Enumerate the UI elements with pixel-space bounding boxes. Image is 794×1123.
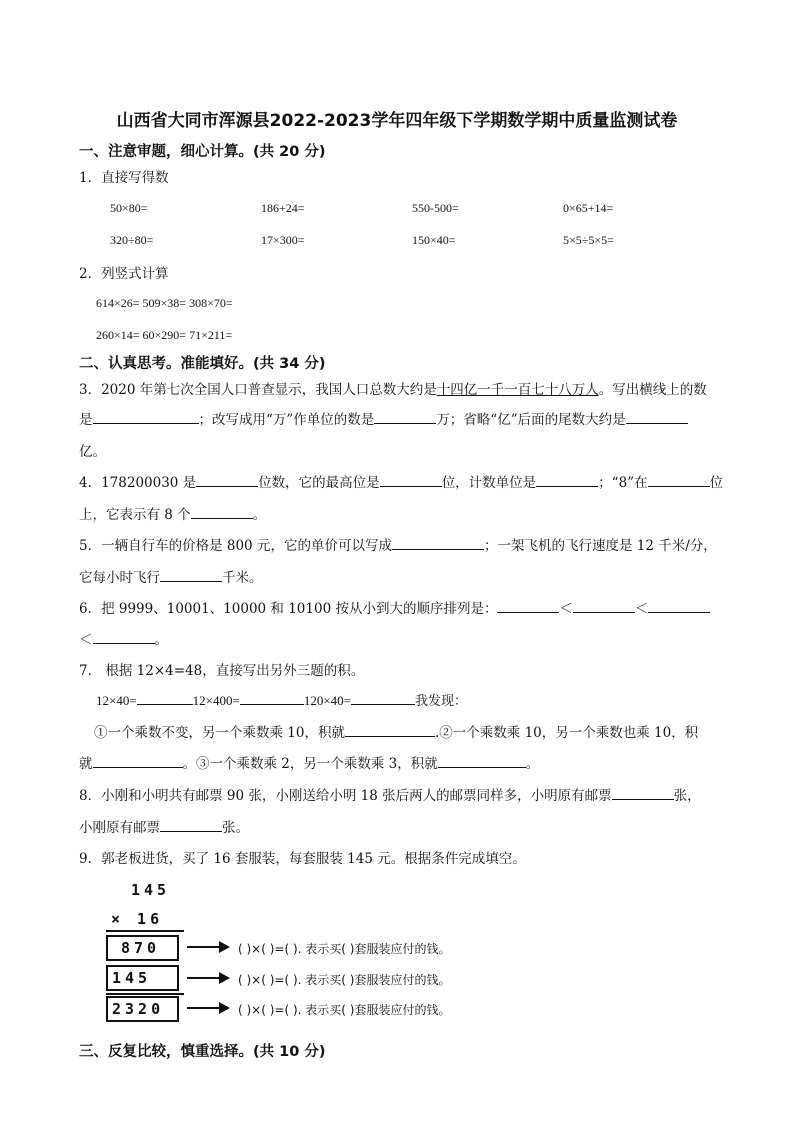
q7-text: 我发现： <box>415 693 468 708</box>
arrow-line <box>187 946 221 948</box>
answer-blank[interactable] <box>573 598 635 613</box>
arrow-line <box>187 977 221 979</box>
answer-blank[interactable] <box>392 535 484 550</box>
q7-line4 <box>79 752 539 772</box>
answer-blank[interactable] <box>536 472 598 487</box>
section-1-heading: 一、注意审题，细心计算。(共 20 分) <box>79 144 326 160</box>
arrow-right-icon <box>219 1002 230 1014</box>
q4-text: 位，计数单位是 <box>441 475 537 491</box>
vertical-mult-multiplier: × 16 <box>111 910 164 928</box>
q7-text: 120×40= <box>303 693 352 708</box>
less-than-sign: ＜ <box>559 601 573 617</box>
less-than-sign: ＜ <box>634 601 649 617</box>
answer-blank[interactable] <box>351 690 415 705</box>
arrow-right-icon <box>219 941 230 953</box>
q9-label: 9．郭老板进货，买了 16 套服装，每套服装 145 元。根据条件完成填空。 <box>79 851 526 867</box>
q1-item: 5×5÷5×5= <box>563 233 614 247</box>
q4-text: 。 <box>252 507 267 523</box>
q8-text: 张， <box>673 788 701 804</box>
q3-line1 <box>79 378 707 398</box>
q4-line2 <box>79 503 266 523</box>
answer-blank[interactable] <box>345 722 435 737</box>
q4-text: 4．178200030 是 <box>79 475 197 491</box>
q8-text: 8．小刚和小明共有邮票 90 张，小刚送给小明 18 张后两人的邮票同样多，小明原有邮票 <box>79 788 612 804</box>
result-value-1: 870 <box>121 939 161 957</box>
arrow-right-icon <box>219 972 230 984</box>
q1-item: 0×65+14= <box>563 201 614 215</box>
q5-line1 <box>79 534 717 554</box>
answer-blank[interactable] <box>93 753 183 768</box>
q8-line1 <box>79 784 701 804</box>
vertical-mult-top: 145 <box>131 881 171 899</box>
section-2-heading: 二、认真思考。准能填好。(共 34 分) <box>79 356 326 372</box>
arrow-line <box>187 1007 221 1009</box>
q7-text: 12×40= <box>96 693 137 708</box>
q7-text: 12×400= <box>192 693 240 708</box>
q1-item: 320÷80= <box>110 233 154 247</box>
q7-line3: ①一个乘数不变，另一个乘数乘 10，积就 .②一个乘数乘 10，另一个乘数也乘 10，积 <box>94 721 698 741</box>
answer-blank[interactable] <box>497 598 559 613</box>
q4-text: 上，它表示有 8 个 <box>79 507 191 523</box>
q7-text: ①一个乘数不变，另一个乘数乘 10，积就 <box>94 725 345 741</box>
q7-label: 7． 根据 12×4=48，直接写出另外三题的积。 <box>79 663 365 679</box>
answer-blank[interactable] <box>137 690 193 705</box>
q3-text: 万；省略“亿”后面的尾数大约是 <box>436 412 626 428</box>
q3-underlined: 十四亿一千一百七十八万人 <box>436 382 599 398</box>
q9-fill-line: ( )×( )=( ). 表示买( )套服装应付的钱。 <box>238 942 451 956</box>
q5-text: 千米。 <box>222 570 263 586</box>
q1-item: 550-500= <box>412 201 459 215</box>
q7-products <box>96 690 467 709</box>
q6-line2: ＜ 。 <box>79 628 168 648</box>
page-title: 山西省大同市浑源县2022-2023学年四年级下学期数学期中质量监测试卷 <box>116 111 678 131</box>
q5-text: ；一架飞机的飞行速度是 12 千米/分， <box>483 538 717 554</box>
answer-blank[interactable] <box>196 472 258 487</box>
q3-text: 是 <box>79 412 93 428</box>
q9-fill-line: ( )×( )=( ). 表示买( )套服装应付的钱。 <box>238 973 451 987</box>
q2-line: 614×26= 509×38= 308×70= <box>96 296 233 310</box>
answer-blank[interactable] <box>160 817 222 832</box>
q4-text: 位数，它的最高位是 <box>258 475 380 491</box>
answer-blank[interactable] <box>93 629 155 644</box>
answer-blank[interactable] <box>160 567 222 582</box>
q3-text: 。写出横线上的数 <box>598 382 707 398</box>
q6-line1 <box>79 597 710 617</box>
q9-fill-line: ( )×( )=( ). 表示买( )套服装应付的钱。 <box>238 1003 451 1017</box>
answer-blank[interactable] <box>93 409 199 424</box>
section-3-heading: 三、反复比较，慎重选择。(共 10 分) <box>79 1044 326 1060</box>
answer-blank[interactable] <box>374 409 436 424</box>
q7-text: 就 <box>79 756 93 772</box>
answer-blank[interactable] <box>438 753 526 768</box>
q4-line1 <box>79 471 723 491</box>
q5-text: 5．一辆自行车的价格是 800 元，它的单价可以写成 <box>79 538 392 554</box>
q5-line2 <box>79 566 263 586</box>
q1-item: 17×300= <box>261 233 305 247</box>
answer-blank[interactable] <box>191 504 253 519</box>
q7-text: 。③一个乘数乘 2，另一个乘数乘 3，积就 <box>182 756 438 772</box>
answer-blank[interactable] <box>648 598 710 613</box>
answer-blank[interactable] <box>240 690 304 705</box>
q7-text: 。 <box>525 756 540 772</box>
q5-text: 它每小时飞行 <box>79 570 160 586</box>
answer-blank[interactable] <box>648 472 710 487</box>
q4-text: 位 <box>709 475 724 491</box>
q1-item: 50×80= <box>110 201 148 215</box>
result-value-3: 2320 <box>112 1000 165 1018</box>
q3-text: 3．2020 年第七次全国人口普查显示，我国人口总数大约是 <box>79 382 437 398</box>
q6-text: 6．把 9999、10001、10000 和 10100 按从小到大的顺序排列是： <box>79 601 498 617</box>
q1-label: 1．直接写得数 <box>79 170 169 186</box>
vertical-mult-rule <box>106 993 184 995</box>
q3-text: 亿。 <box>79 444 106 460</box>
q2-label: 2．列竖式计算 <box>79 266 169 282</box>
result-value-2: 145 <box>112 969 152 987</box>
q8-text: 张。 <box>222 820 249 836</box>
q8-line2 <box>79 816 249 836</box>
vertical-mult-rule <box>106 930 184 932</box>
q3-text: ；改写成用“万”作单位的数是 <box>198 412 375 428</box>
q8-text: 小刚原有邮票 <box>79 820 160 836</box>
answer-blank[interactable] <box>380 472 442 487</box>
q2-line: 260×14= 60×290= 71×211= <box>96 328 233 342</box>
q7-text: ②一个乘数乘 10，另一个乘数也乘 10，积 <box>439 725 699 741</box>
answer-blank[interactable] <box>626 409 688 424</box>
answer-blank[interactable] <box>612 785 674 800</box>
q1-item: 186+24= <box>261 201 305 215</box>
q3-line2 <box>79 408 688 428</box>
q4-text: ；“8”在 <box>598 475 648 491</box>
less-than-sign: ＜ <box>79 632 93 648</box>
q1-item: 150×40= <box>412 233 456 247</box>
